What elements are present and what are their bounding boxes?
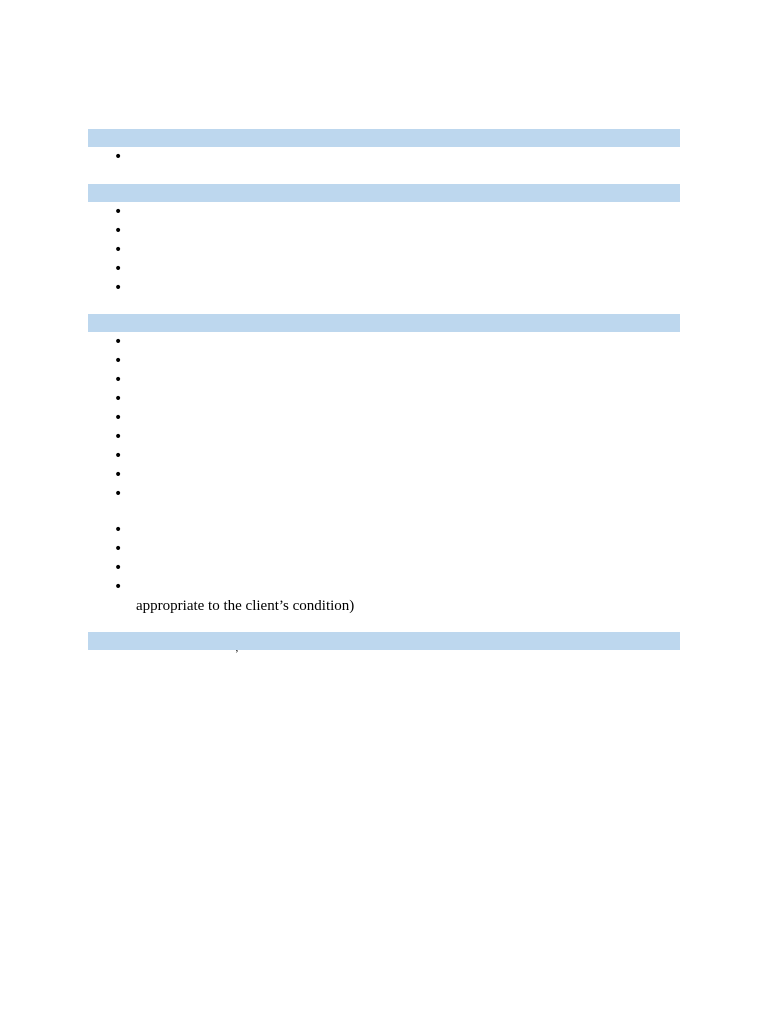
bullet-item: • — [114, 391, 123, 407]
section-heading-band — [88, 184, 680, 202]
apostrophe-mark: ’ — [235, 648, 239, 660]
section-heading-band — [88, 314, 680, 332]
bullet-item: • — [114, 541, 123, 557]
bullet-item: • — [114, 242, 123, 258]
bullet-item: • — [114, 467, 123, 483]
bullet-item: • — [114, 429, 123, 445]
bullet-item: • — [114, 448, 123, 464]
bullet-item: • — [114, 353, 123, 369]
bullet-item: • — [114, 280, 123, 296]
bullet-item: • — [114, 204, 123, 220]
section-heading-band — [88, 632, 680, 650]
bullet-item: • — [114, 579, 123, 595]
bullet-item: • — [114, 372, 123, 388]
bullet-item: • — [114, 261, 123, 277]
bullet-item: • — [114, 223, 123, 239]
continuation-text: appropriate to the client’s condition) — [136, 598, 355, 614]
bullet-item: • — [114, 560, 123, 576]
bullet-item: • — [114, 410, 123, 426]
bullet-item: • — [114, 486, 123, 502]
bullet-item: • — [114, 334, 123, 350]
section-heading-band — [88, 129, 680, 147]
bullet-item: • — [114, 522, 123, 538]
bullet-item: • — [114, 149, 123, 165]
